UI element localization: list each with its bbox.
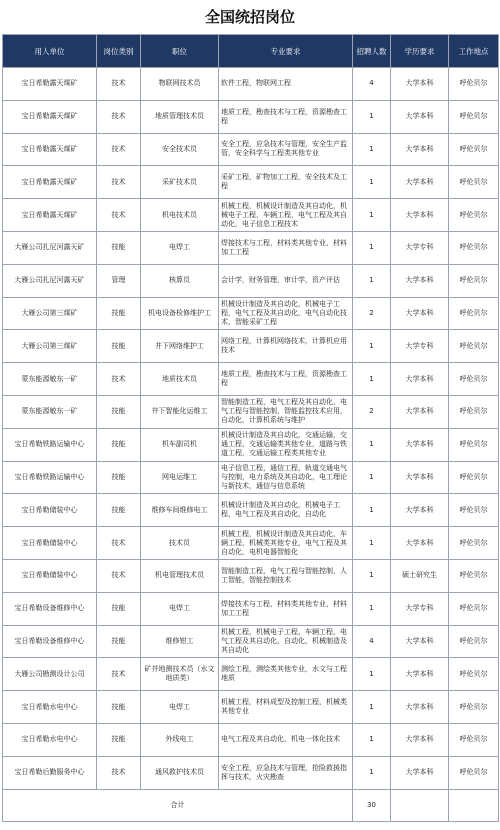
table-row — [3, 428, 499, 461]
cell-location: 呼伦贝尔 — [449, 68, 499, 101]
cell-education: 大学本科 — [391, 625, 449, 658]
table-row — [3, 100, 499, 133]
cell-major: 智能制造工程，电气工程及其自动化，电气工程与智能控制，智能监控技术应用，自动化，计算机系统与维护 — [219, 395, 353, 428]
cell-category: 技术 — [97, 527, 141, 560]
cell-employer: 宝日希勒储装中心 — [3, 559, 97, 592]
cell-category: 技术 — [97, 559, 141, 592]
cell-education: 大学本科 — [391, 461, 449, 494]
cell-position: 电焊工 — [141, 231, 219, 264]
cell-position: 机电管理技术员 — [141, 559, 219, 592]
cell-count: 2 — [353, 395, 391, 428]
cell-count: 1 — [353, 330, 391, 363]
cell-major: 机械设计制造及其自动化，交通运输，交通工程，交通运输类其他专业，道路与铁道工程，交通运输工程类其他专业 — [219, 428, 353, 461]
cell-location: 呼伦贝尔 — [449, 592, 499, 625]
cell-location: 呼伦贝尔 — [449, 363, 499, 396]
table-row — [3, 297, 499, 330]
cell-employer: 蒙东能源敏东一矿 — [3, 395, 97, 428]
cell-location: 呼伦贝尔 — [449, 428, 499, 461]
cell-education: 大学本科 — [391, 494, 449, 527]
total-count: 30 — [353, 789, 391, 821]
table-row — [3, 133, 499, 166]
cell-count: 1 — [353, 592, 391, 625]
cell-position: 外线电工 — [141, 723, 219, 756]
cell-education: 大学本科 — [391, 166, 449, 199]
cell-education: 大学专科 — [391, 592, 449, 625]
cell-major: 机械工程，机械电子工程，车辆工程，电气工程及其自动化，自动化，机械制造及其自动化 — [219, 625, 353, 658]
cell-location: 呼伦贝尔 — [449, 691, 499, 724]
cell-category: 技能 — [97, 494, 141, 527]
cell-category: 技术 — [97, 68, 141, 101]
table-row — [3, 559, 499, 592]
cell-location: 呼伦贝尔 — [449, 756, 499, 789]
cell-category: 技能 — [97, 395, 141, 428]
cell-position: 网电运维工 — [141, 461, 219, 494]
header-position: 职位 — [141, 35, 219, 68]
cell-education: 大学本科 — [391, 723, 449, 756]
recruitment-table — [2, 34, 499, 822]
page-title: 全国统招岗位 — [204, 8, 295, 26]
cell-category: 技术 — [97, 658, 141, 691]
cell-employer: 大雁公司勘测设计公司 — [3, 658, 97, 691]
table-row — [3, 363, 499, 396]
cell-major: 软件工程，物联网工程 — [219, 68, 353, 101]
cell-count: 1 — [353, 166, 391, 199]
total-empty-location — [449, 789, 499, 821]
cell-education: 大学本科 — [391, 363, 449, 396]
table-row — [3, 527, 499, 560]
cell-education: 大学本科 — [391, 199, 449, 232]
cell-category: 技术 — [97, 166, 141, 199]
cell-position: 采矿技术员 — [141, 166, 219, 199]
cell-count: 1 — [353, 363, 391, 396]
cell-major: 测绘工程，测绘类其他专业，水文与工程地质 — [219, 658, 353, 691]
cell-position: 地质管理技术员 — [141, 100, 219, 133]
cell-education: 大学本科 — [391, 527, 449, 560]
cell-education: 大学本科 — [391, 756, 449, 789]
cell-category: 技能 — [97, 691, 141, 724]
header-major: 专业要求 — [219, 35, 353, 68]
cell-education: 大学本科 — [391, 691, 449, 724]
cell-count: 1 — [353, 199, 391, 232]
cell-position: 井下智能化运维工 — [141, 395, 219, 428]
cell-category: 技术 — [97, 199, 141, 232]
cell-education: 大学本科 — [391, 428, 449, 461]
cell-location: 呼伦贝尔 — [449, 264, 499, 297]
cell-major: 机械工程，机械设计制造及其自动化，车辆工程，机械类其他专业，电气工程及其自动化，电机电器智能化 — [219, 527, 353, 560]
cell-major: 机械工程，机械设计制造及其自动化，机械电子工程，车辆工程，电气工程及其自动化，电子信息工程技术 — [219, 199, 353, 232]
cell-location: 呼伦贝尔 — [449, 559, 499, 592]
table-body — [3, 68, 499, 822]
cell-major: 机械设计制造及其自动化，机械电子工程，电气工程及其自动化，电气自动化技术，智能采矿工程 — [219, 297, 353, 330]
cell-major: 智能制造工程，电气工程与智能控制，人工智能，智能控制技术 — [219, 559, 353, 592]
cell-location: 呼伦贝尔 — [449, 297, 499, 330]
cell-category: 技能 — [97, 723, 141, 756]
header-count: 招聘人数 — [353, 35, 391, 68]
cell-major: 地质工程，勘查技术与工程，资源勘查工程 — [219, 363, 353, 396]
table-row — [3, 68, 499, 101]
cell-position: 核算员 — [141, 264, 219, 297]
table-row — [3, 756, 499, 789]
cell-position: 地质技术员 — [141, 363, 219, 396]
header-category: 岗位类别 — [97, 35, 141, 68]
table-row — [3, 231, 499, 264]
cell-position: 机电设备检修维护工 — [141, 297, 219, 330]
header-employer: 用人单位 — [3, 35, 97, 68]
cell-major: 电气工程及其自动化，机电一体化技术 — [219, 723, 353, 756]
total-empty-education — [391, 789, 449, 821]
cell-major: 会计学，财务管理，审计学，资产评估 — [219, 264, 353, 297]
cell-position: 井下网络维护工 — [141, 330, 219, 363]
cell-major: 焊接技术与工程，材料类其他专业，材料加工工程 — [219, 231, 353, 264]
table-row — [3, 461, 499, 494]
cell-location: 呼伦贝尔 — [449, 723, 499, 756]
cell-count: 1 — [353, 527, 391, 560]
cell-category: 技能 — [97, 625, 141, 658]
table-row — [3, 723, 499, 756]
table-row — [3, 395, 499, 428]
cell-employer: 宝日希勒露天煤矿 — [3, 68, 97, 101]
table-row — [3, 264, 499, 297]
cell-count: 1 — [353, 231, 391, 264]
cell-major: 地质工程，勘查技术与工程，资源勘查工程 — [219, 100, 353, 133]
cell-count: 1 — [353, 264, 391, 297]
cell-position: 机电技术员 — [141, 199, 219, 232]
cell-education: 大学本科 — [391, 297, 449, 330]
cell-position: 机车副司机 — [141, 428, 219, 461]
cell-category: 技能 — [97, 330, 141, 363]
table-row — [3, 494, 499, 527]
cell-employer: 宝日希勒设备维修中心 — [3, 625, 97, 658]
table-row — [3, 330, 499, 363]
cell-education: 大学本科 — [391, 264, 449, 297]
header-location: 工作地点 — [449, 35, 499, 68]
cell-category: 技术 — [97, 756, 141, 789]
table-header-row — [3, 35, 499, 68]
table-row — [3, 592, 499, 625]
table-row — [3, 166, 499, 199]
cell-count: 4 — [353, 625, 391, 658]
cell-employer: 宝日希勒露天煤矿 — [3, 166, 97, 199]
cell-count: 2 — [353, 297, 391, 330]
cell-count: 1 — [353, 658, 391, 691]
cell-location: 呼伦贝尔 — [449, 166, 499, 199]
cell-location: 呼伦贝尔 — [449, 395, 499, 428]
cell-major: 安全工程，应急技术与管理，安全生产监管，安全科学与工程类其他专业 — [219, 133, 353, 166]
cell-position: 电焊工 — [141, 691, 219, 724]
cell-major: 采矿工程，矿物加工工程，安全技术及工程 — [219, 166, 353, 199]
cell-employer: 宝日希勒铁路运输中心 — [3, 461, 97, 494]
cell-count: 1 — [353, 723, 391, 756]
cell-education: 硕士研究生 — [391, 559, 449, 592]
cell-employer: 宝日希勒水电中心 — [3, 691, 97, 724]
table-row — [3, 199, 499, 232]
table-row — [3, 625, 499, 658]
cell-employer: 宝日希勒储装中心 — [3, 527, 97, 560]
cell-position: 通风救护技术员 — [141, 756, 219, 789]
cell-location: 呼伦贝尔 — [449, 527, 499, 560]
cell-education: 大学专科 — [391, 231, 449, 264]
cell-position: 维修车间维修电工 — [141, 494, 219, 527]
cell-count: 1 — [353, 691, 391, 724]
cell-location: 呼伦贝尔 — [449, 625, 499, 658]
cell-location: 呼伦贝尔 — [449, 133, 499, 166]
cell-location: 呼伦贝尔 — [449, 100, 499, 133]
cell-employer: 宝日希勒露天煤矿 — [3, 100, 97, 133]
cell-major: 安全工程，应急技术与管理，抢险救援指挥与技术，火灾勘查 — [219, 756, 353, 789]
cell-employer: 宝日希勒露天煤矿 — [3, 199, 97, 232]
cell-major: 机械设计制造及其自动化，机械电子工程，电气工程及其自动化，自动化 — [219, 494, 353, 527]
total-row — [3, 789, 499, 821]
cell-position: 矿井地测技术员（水文地质类） — [141, 658, 219, 691]
cell-count: 1 — [353, 461, 391, 494]
cell-education: 大学本科 — [391, 395, 449, 428]
cell-position: 电焊工 — [141, 592, 219, 625]
cell-employer: 宝日希勒储装中心 — [3, 494, 97, 527]
cell-position: 物联网技术员 — [141, 68, 219, 101]
cell-employer: 大雁公司第三煤矿 — [3, 330, 97, 363]
cell-position: 技术员 — [141, 527, 219, 560]
cell-category: 技能 — [97, 592, 141, 625]
cell-employer: 宝日希勒设备维修中心 — [3, 592, 97, 625]
cell-count: 4 — [353, 68, 391, 101]
cell-employer: 宝日希勒后勤服务中心 — [3, 756, 97, 789]
cell-location: 呼伦贝尔 — [449, 330, 499, 363]
cell-position: 维修钳工 — [141, 625, 219, 658]
cell-count: 1 — [353, 559, 391, 592]
cell-education: 大学本科 — [391, 68, 449, 101]
cell-education: 大学本科 — [391, 658, 449, 691]
cell-location: 呼伦贝尔 — [449, 231, 499, 264]
cell-count: 1 — [353, 756, 391, 789]
header-education: 学历要求 — [391, 35, 449, 68]
cell-location: 呼伦贝尔 — [449, 199, 499, 232]
cell-major: 电子信息工程，通信工程，轨道交通电气与控制，电力系统及其自动化，电工理论与新技术，通信与信息系统 — [219, 461, 353, 494]
cell-employer: 大雁公司第三煤矿 — [3, 297, 97, 330]
cell-major: 焊接技术与工程，材料类其他专业，材料加工工程 — [219, 592, 353, 625]
cell-location: 呼伦贝尔 — [449, 494, 499, 527]
cell-count: 1 — [353, 428, 391, 461]
cell-employer: 大雁公司扎尼河露天矿 — [3, 264, 97, 297]
cell-category: 技能 — [97, 297, 141, 330]
cell-category: 技能 — [97, 428, 141, 461]
cell-category: 技术 — [97, 133, 141, 166]
cell-category: 技术 — [97, 363, 141, 396]
cell-category: 管理 — [97, 264, 141, 297]
cell-category: 技术 — [97, 100, 141, 133]
cell-count: 1 — [353, 133, 391, 166]
cell-education: 大学专科 — [391, 330, 449, 363]
cell-employer: 宝日希勒露天煤矿 — [3, 133, 97, 166]
cell-employer: 蒙东能源敏东一矿 — [3, 363, 97, 396]
cell-employer: 宝日希勒铁路运输中心 — [3, 428, 97, 461]
table-row — [3, 691, 499, 724]
cell-employer: 宝日希勒水电中心 — [3, 723, 97, 756]
cell-employer: 大雁公司扎尼河露天矿 — [3, 231, 97, 264]
cell-category: 技能 — [97, 461, 141, 494]
cell-position: 安全技术员 — [141, 133, 219, 166]
cell-category: 技能 — [97, 231, 141, 264]
total-label: 合计 — [3, 789, 353, 821]
cell-education: 大学本科 — [391, 133, 449, 166]
cell-count: 1 — [353, 100, 391, 133]
cell-education: 大学本科 — [391, 100, 449, 133]
table-row — [3, 658, 499, 691]
cell-location: 呼伦贝尔 — [449, 461, 499, 494]
cell-location: 呼伦贝尔 — [449, 658, 499, 691]
cell-count: 1 — [353, 494, 391, 527]
cell-major: 机械工程，材料成型及控制工程，机械类其他专业 — [219, 691, 353, 724]
cell-major: 网络工程，计算机网络技术，计算机应用技术 — [219, 330, 353, 363]
